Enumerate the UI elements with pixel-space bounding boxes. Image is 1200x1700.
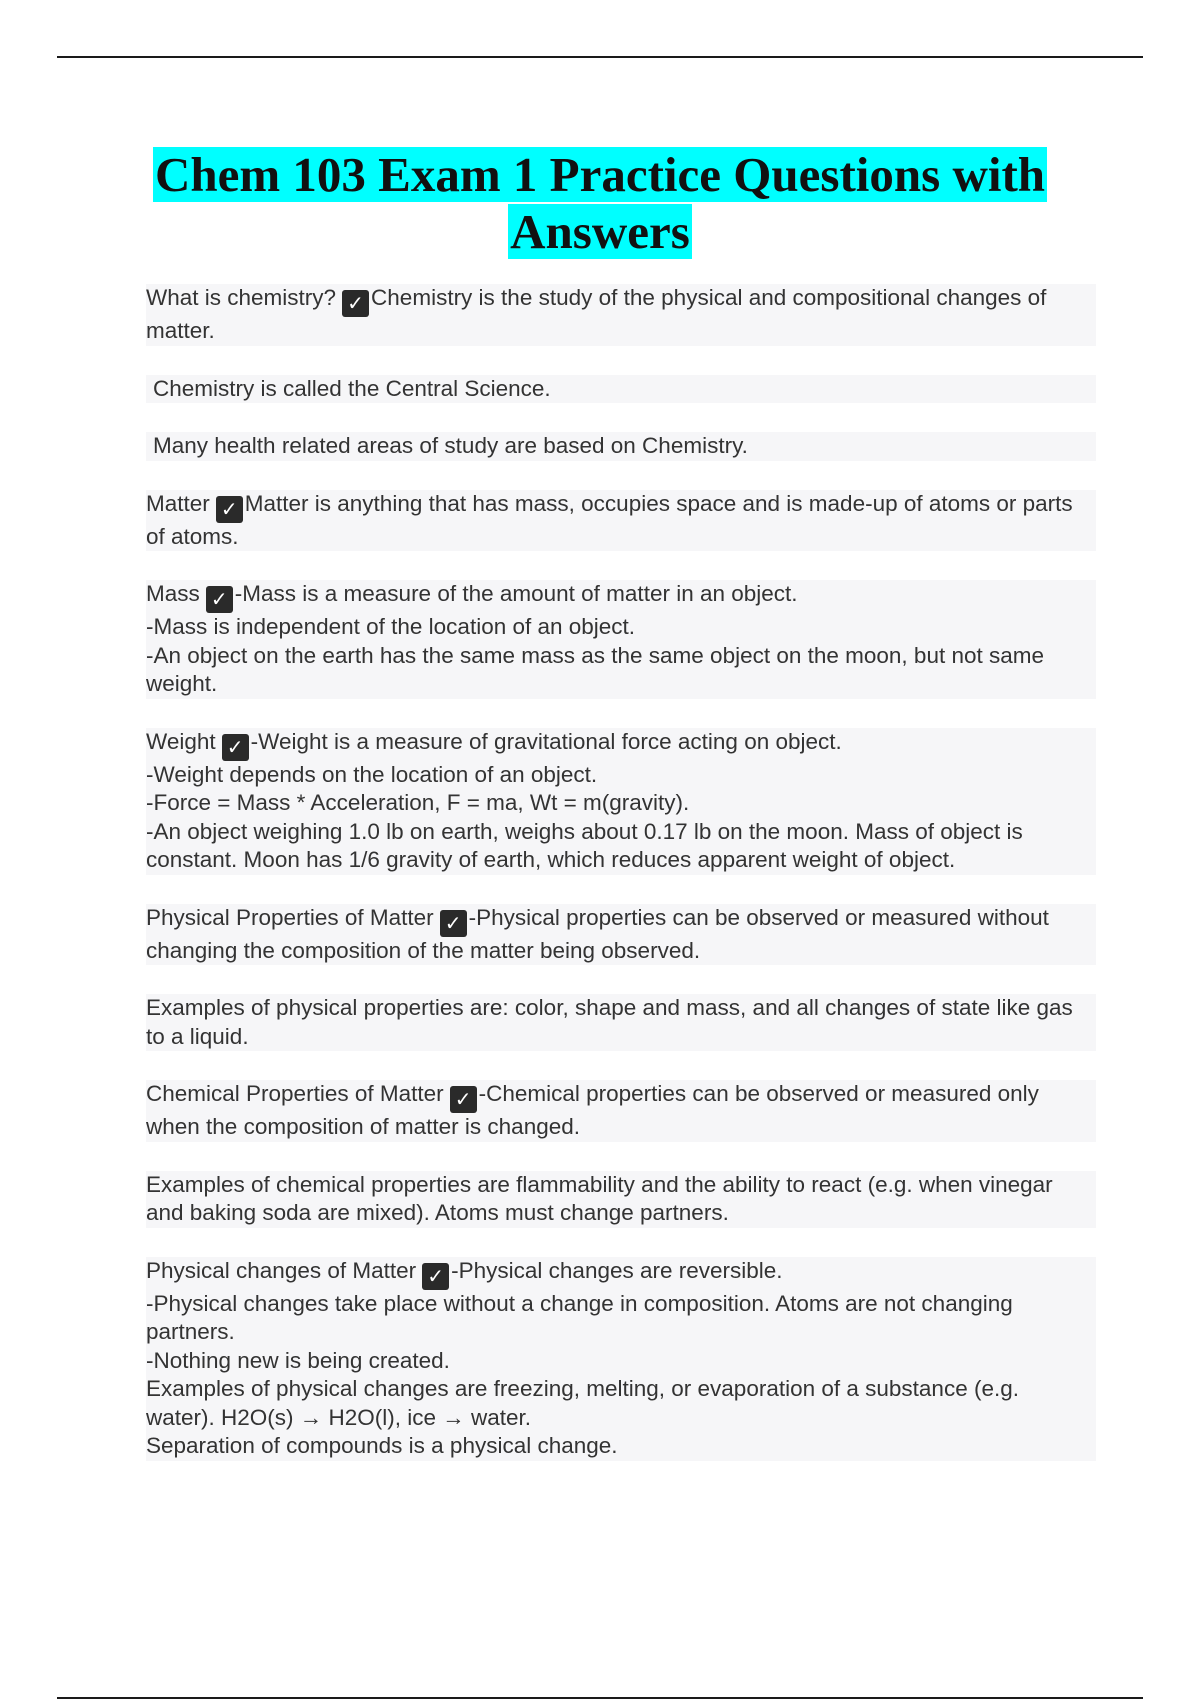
definition-line: -An object weighing 1.0 lb on earth, weighs about 0.17 lb on the moon. Mass of object is constant. Moon has 1/6 gravity of earth, which reduces apparent weight of object. (146, 818, 1023, 872)
definition-line: -An object on the earth has the same mass as the same object on the moon, but not same weight. (146, 642, 1045, 696)
definition-line: -Mass is independent of the location of an object. (146, 614, 636, 639)
term-matter: Matter (146, 490, 210, 516)
definition-chemistry: Chemistry is the study of the physical and compositional changes of matter. (146, 285, 1047, 343)
document-title (0, 146, 1200, 260)
checkbox-check-icon: ✓ (216, 496, 243, 523)
term-chemical-properties: Chemical Properties of Matter (146, 1081, 444, 1106)
note-text: Examples of chemical properties are flammability and the ability to react (e.g. when vinegar and baking soda are mixed). Atoms must change partners. (146, 1171, 1053, 1225)
qa-physical-changes (146, 1257, 1096, 1461)
definition-line: -Physical changes take place without a change in composition. Atoms are not changing partners. (146, 1290, 1013, 1344)
note-health-areas (146, 432, 1096, 461)
qa-chemistry (146, 284, 1096, 346)
qa-mass (146, 580, 1096, 699)
document-body (146, 284, 1096, 1490)
definition-line: Examples of physical changes are freezing, melting, or evaporation of a substance (e.g. water). H2O(s) → H2O(l), ice → water. (146, 1376, 1019, 1430)
qa-chemical-properties (146, 1080, 1096, 1142)
term-chemistry: What is chemistry? (146, 285, 337, 310)
note-central-science (146, 375, 1096, 404)
checkbox-check-icon: ✓ (342, 290, 369, 317)
note-physical-examples (146, 994, 1096, 1051)
bottom-divider (57, 1697, 1143, 1699)
note-text: Chemistry is called the Central Science. (153, 375, 551, 401)
qa-matter (146, 490, 1096, 552)
definition-line: -Weight depends on the location of an object. (146, 761, 598, 787)
note-chemical-examples (146, 1171, 1096, 1228)
top-divider (57, 56, 1143, 58)
note-text: Examples of physical properties are: color, shape and mass, and all changes of state like gas to a liquid. (146, 995, 1073, 1049)
qa-physical-properties (146, 904, 1096, 966)
definition-chemical-properties: -Chemical properties can be observed or measured only when the composition of matter is changed. (146, 1081, 1039, 1139)
term-physical-properties: Physical Properties of Matter (146, 904, 434, 930)
note-text: Many health related areas of study are based on Chemistry. (153, 433, 748, 458)
definition-weight: -Weight is a measure of gravitational force acting on object. (250, 728, 842, 754)
term-mass: Mass (146, 581, 200, 606)
definition-line: -Nothing new is being created. (146, 1347, 450, 1373)
definition-physical-properties: -Physical properties can be observed or measured without changing the composition of the matter being observed. (146, 904, 1049, 963)
definition-matter: Matter is anything that has mass, occupies space and is made-up of atoms or parts of atoms. (146, 490, 1073, 549)
title-line-2: Answers (510, 204, 690, 259)
term-physical-changes: Physical changes of Matter (146, 1257, 417, 1283)
checkbox-check-icon: ✓ (450, 1086, 477, 1113)
qa-weight (146, 728, 1096, 875)
title-line-1: Chem 103 Exam 1 Practice Questions with (154, 147, 1046, 202)
definition-physical-changes: -Physical changes are reversible. (451, 1257, 783, 1283)
definition-line: Separation of compounds is a physical change. (146, 1433, 618, 1458)
term-weight: Weight (146, 728, 216, 754)
definition-line: -Force = Mass * Acceleration, F = ma, Wt = m(gravity). (146, 790, 690, 815)
checkbox-check-icon: ✓ (206, 586, 233, 613)
checkbox-check-icon: ✓ (222, 734, 249, 761)
checkbox-check-icon: ✓ (422, 1263, 449, 1290)
checkbox-check-icon: ✓ (440, 910, 467, 937)
definition-mass: -Mass is a measure of the amount of matter in an object. (234, 581, 798, 606)
